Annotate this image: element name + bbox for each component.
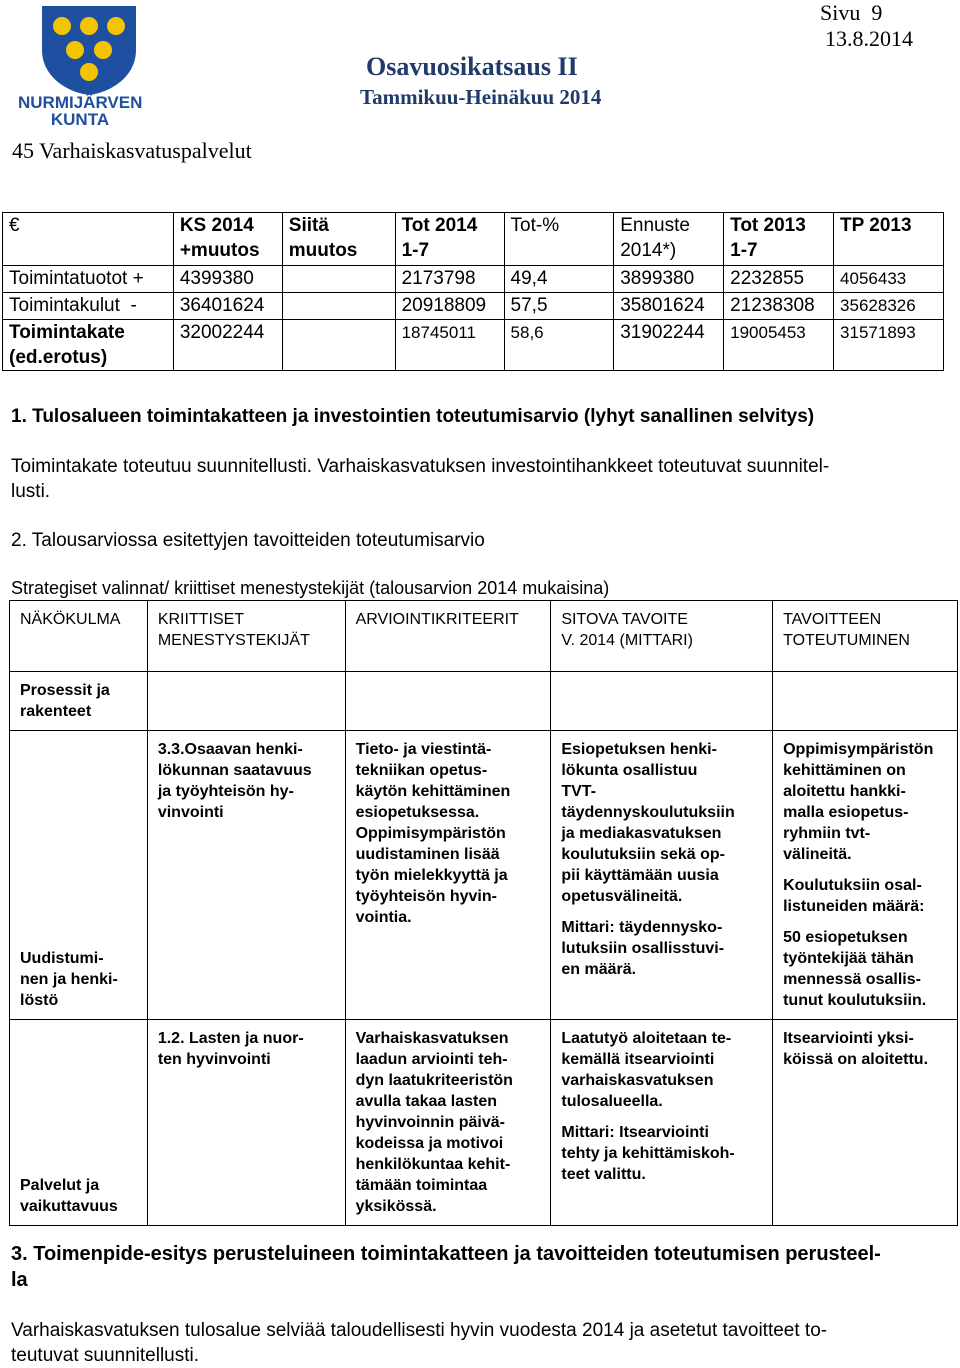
row-label: Toimintatuotot +: [3, 266, 174, 293]
header-nakokulma: NÄKÖKULMA: [10, 601, 148, 672]
target-text: Laatutyö aloitetaan te- kemällä itsearviointi varhaiskasvatuksen tulosalueella.: [561, 1030, 732, 1110]
section1-body: Toimintakate toteutuu suunnitellusti. Varhaiskasvatuksen investointihankkeet toteutuvat suunnitel- lusti.: [11, 456, 830, 502]
cell-siita: [282, 320, 395, 371]
factor-cell: 1.2. Lasten ja nuor- ten hyvinvointi: [147, 1020, 345, 1226]
cell-tot: 18745011: [395, 320, 504, 371]
cell-tot2013: 21238308: [724, 293, 834, 320]
factor-cell: 3.3.Osaavan henki- lökunnan saatavuus ja työyhteisön hy- vinvointi: [147, 731, 345, 1020]
cell-tp2013: 4056433: [834, 266, 944, 293]
report-date: 13.8.2014: [825, 26, 913, 51]
perspective-cell: Palvelut ja vaikuttavuus: [10, 1020, 148, 1226]
section3-heading: 3. Toimenpide-esitys perusteluineen toimintakatteen ja tavoitteiden toteutumisen perusteel- la: [11, 1243, 881, 1291]
strategy-table: [9, 600, 958, 1226]
header-tot-2013: Tot 2013 1-7: [724, 213, 834, 266]
header-tot-2014: Tot 2014 1-7: [395, 213, 504, 266]
cell-tp2013: 31571893: [834, 320, 944, 371]
cell-pct: 58,6: [504, 320, 614, 371]
table-row: [3, 320, 944, 371]
perspective-cell: Uudistumi- nen ja henki- löstö: [10, 731, 148, 1020]
result-cell: [773, 731, 958, 1020]
cell-tot2013: 19005453: [724, 320, 834, 371]
header-kriittiset: KRIITTISET MENESTYSTEKIJÄT: [147, 601, 345, 672]
finance-header-row: [3, 213, 944, 266]
municipality-logo: [18, 4, 142, 134]
currency-symbol: €: [3, 213, 174, 266]
cell-ks: 4399380: [173, 266, 282, 293]
row-label: Toimintakate (ed.erotus): [3, 320, 174, 371]
section2-subheading: Strategiset valinnat/ kriittiset menestystekijät (talousarvion 2014 mukaisina): [11, 578, 610, 598]
header-ennuste: Ennuste 2014*): [614, 213, 724, 266]
cell-tot: 2173798: [395, 266, 504, 293]
group-label: Prosessit ja rakenteet: [10, 672, 148, 731]
header-tot-pct: Tot-%: [504, 213, 614, 266]
header-tp-2013: TP 2013: [834, 213, 944, 266]
finance-table: [2, 212, 944, 371]
header-sitova-tavoite: SITOVA TAVOITE V. 2014 (MITTARI): [551, 601, 773, 672]
header-arviointikriteerit: ARVIOINTIKRITEERIT: [345, 601, 551, 672]
target-cell: [551, 1020, 773, 1226]
section3-body: Varhaiskasvatuksen tulosalue selviää taloudellisesti hyvin vuodesta 2014 ja asetetut tavoitteet to- teutuvat suunnitellusti.: [11, 1320, 828, 1366]
cell-ks: 32002244: [173, 320, 282, 371]
section-title: 45 Varhaiskasvatuspalvelut: [12, 138, 252, 163]
logo-text-line2: KUNTA: [50, 110, 110, 129]
header-siita-muutos: Siitä muutos: [282, 213, 395, 266]
result-count: 50 esiopetuksen työntekijää tähän mennessä osallis- tunut koulutuksiin.: [783, 929, 927, 1009]
cell-tp2013: 35628326: [834, 293, 944, 320]
table-row: [10, 1020, 958, 1226]
criteria-cell: Varhaiskasvatuksen laadun arviointi teh- dyn laatukriteeristön avulla takaa lasten hyvinvoinnin päivä- kodeissa ja motivoi henkilökuntaa kehit- tämään toimintaa yksikössä.: [345, 1020, 551, 1226]
target-metric: Mittari: Itsearviointi tehty ja kehittämiskoh- teet valittu.: [561, 1124, 735, 1183]
header-toteutuminen: TAVOITTEEN TOTEUTUMINEN: [773, 601, 958, 672]
section1-heading: 1. Tulosalueen toimintakatteen ja investointien toteutumisarvio (lyhyt sanallinen selvitys): [11, 406, 815, 427]
cell-siita: [282, 266, 395, 293]
table-row: [10, 731, 958, 1020]
section2-heading: 2. Talousarviossa esitettyjen tavoitteiden toteutumisarvio: [11, 530, 485, 551]
table-row: [3, 293, 944, 320]
page-number: Sivu 9: [820, 0, 883, 25]
target-text: Esiopetuksen henki- lökunta osallistuu TVT- täydennyskoulutuksiin ja mediakasvatuksen koulutuksiin sekä op- pii käyttämään uusia opetusvälineitä.: [561, 741, 735, 905]
target-cell: [551, 731, 773, 1020]
cell-ks: 36401624: [173, 293, 282, 320]
cell-ennuste: 35801624: [614, 293, 724, 320]
result-count-label: Koulutuksiin osal- listuneiden määrä:: [783, 877, 925, 915]
target-metric: Mittari: täydennysko- lutuksiin osallisstuvi- en määrä.: [561, 919, 725, 978]
cell-tot: 20918809: [395, 293, 504, 320]
group-row: [10, 672, 958, 731]
report-period: Tammikuu-Heinäkuu 2014: [360, 85, 602, 109]
criteria-cell: Tieto- ja viestintä- tekniikan opetus- käytön kehittäminen esiopetuksessa. Oppimisympäristön uudistaminen lisää työn mielekkyyttä ja työyhteisön hyvin- vointia.: [345, 731, 551, 1020]
cell-pct: 57,5: [504, 293, 614, 320]
logo-text-line1: NURMIJÄRVEN: [18, 93, 143, 112]
coat-of-arms-icon: [40, 4, 138, 96]
result-text: Oppimisympäristön kehittäminen on aloitettu hankki- malla esiopetus- ryhmiin tvt- välineitä.: [783, 741, 934, 863]
cell-ennuste: 31902244: [614, 320, 724, 371]
header-ks-2014: KS 2014 +muutos: [173, 213, 282, 266]
report-title: Osavuosikatsaus II: [366, 52, 578, 81]
cell-pct: 49,4: [504, 266, 614, 293]
table-row: [3, 266, 944, 293]
row-label: Toimintakulut -: [3, 293, 174, 320]
cell-siita: [282, 293, 395, 320]
result-cell: Itsearviointi yksi- köissä on aloitettu.: [773, 1020, 958, 1226]
cell-ennuste: 3899380: [614, 266, 724, 293]
strategy-header-row: [10, 601, 958, 672]
cell-tot2013: 2232855: [724, 266, 834, 293]
